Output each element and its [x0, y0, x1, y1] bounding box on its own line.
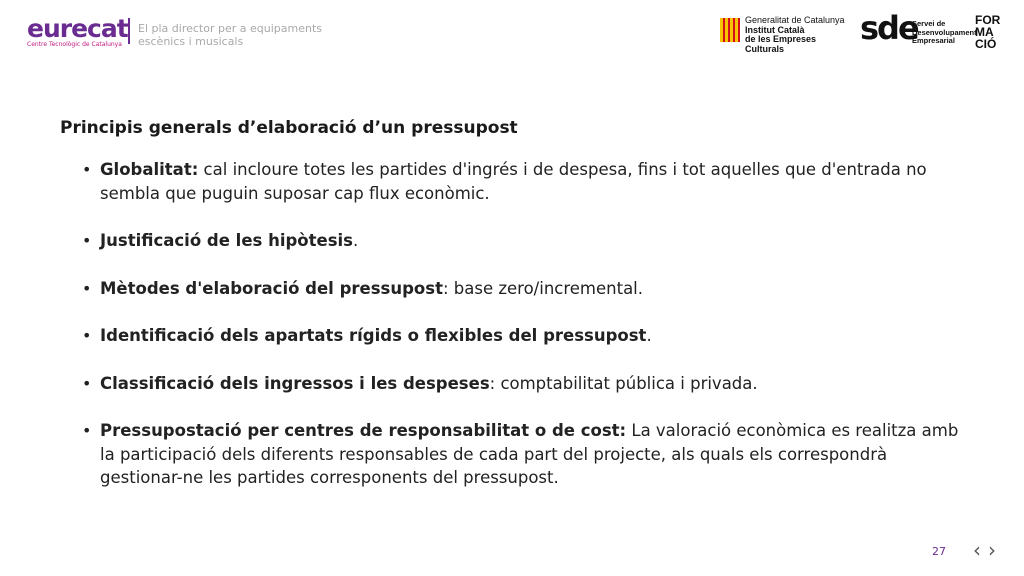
bullet-text: .	[646, 326, 652, 345]
header-subtitle-line2: escènics i musicals	[138, 35, 244, 48]
bullet-bold-text: Classificació dels ingressos i les despeses	[100, 373, 490, 393]
bullet-item	[60, 419, 960, 490]
slide-header	[0, 0, 1024, 70]
bullet-item	[60, 158, 960, 205]
bullet-bold-text: Justificació de les hipòtesis	[100, 231, 353, 250]
gencat-line1: Generalitat de Catalunya	[745, 15, 845, 25]
formacio-line1: FOR	[975, 13, 1001, 27]
bullet-text: .	[353, 231, 359, 250]
formacio-line2: MA	[975, 25, 994, 39]
bullet-list	[60, 158, 960, 490]
sde-logo	[860, 9, 977, 50]
formacio-logo	[975, 14, 1005, 50]
sde-logo-subtitle	[912, 20, 977, 46]
bullet-item	[60, 277, 960, 301]
sde-line2: Desenvolupament	[912, 27, 977, 37]
header-subtitle	[138, 22, 358, 48]
bullet-item	[60, 372, 960, 396]
previous-slide-button[interactable]: ‹	[973, 538, 981, 562]
bullet-item	[60, 229, 960, 253]
header-divider	[128, 18, 130, 44]
bullet-bold-text: Identificació dels apartats rígids o flexibles del pressupost	[100, 326, 647, 345]
bullet-text: La valoració econòmica es realitza amb la participació dels diferents responsables de cada part del projecte, als quals els correspondrà gestionar-ne les partides corresponents del pressupost.	[100, 421, 959, 487]
header-subtitle-line1: El pla director per a equipaments	[138, 22, 322, 35]
next-slide-button[interactable]: ›	[988, 538, 996, 562]
bullet-text: : comptabilitat pública i privada.	[489, 373, 758, 393]
bullet-text: : base zero/incremental.	[442, 278, 644, 298]
slide-content	[60, 118, 960, 514]
gencat-line2: Institut Català	[745, 24, 805, 35]
bullet-bold-text: Globalitat:	[100, 160, 199, 179]
bullet-text: cal incloure totes les partides d'ingrés i de despesa, fins i tot aquelles que d'entrada no sembla que puguin suposar cap flux econòmic.	[100, 160, 927, 203]
bullet-bold-text: Pressupostació per centres de responsabilitat o de cost:	[100, 421, 627, 440]
sde-line3: Empresarial	[912, 36, 955, 45]
eurecat-logo	[27, 16, 127, 50]
gencat-line3: de les Empreses Culturals	[745, 34, 817, 54]
sde-line1: Servei de	[912, 19, 946, 28]
senyera-icon	[720, 18, 740, 42]
sde-logo-word: sde	[860, 9, 918, 47]
eurecat-logo-word: eurecat	[27, 14, 128, 43]
eurecat-logo-tagline: Centre Tecnològic de Catalunya	[27, 41, 122, 48]
gencat-logo-text	[745, 16, 848, 54]
slide-title: Principis generals d’elaboració d’un pressupost	[60, 118, 518, 138]
page-number: 27	[932, 545, 946, 558]
bullet-item	[60, 324, 960, 348]
gencat-logo	[720, 15, 848, 54]
formacio-line3: CIÓ	[975, 37, 997, 51]
bullet-bold-text: Mètodes d'elaboració del pressupost	[100, 278, 443, 298]
